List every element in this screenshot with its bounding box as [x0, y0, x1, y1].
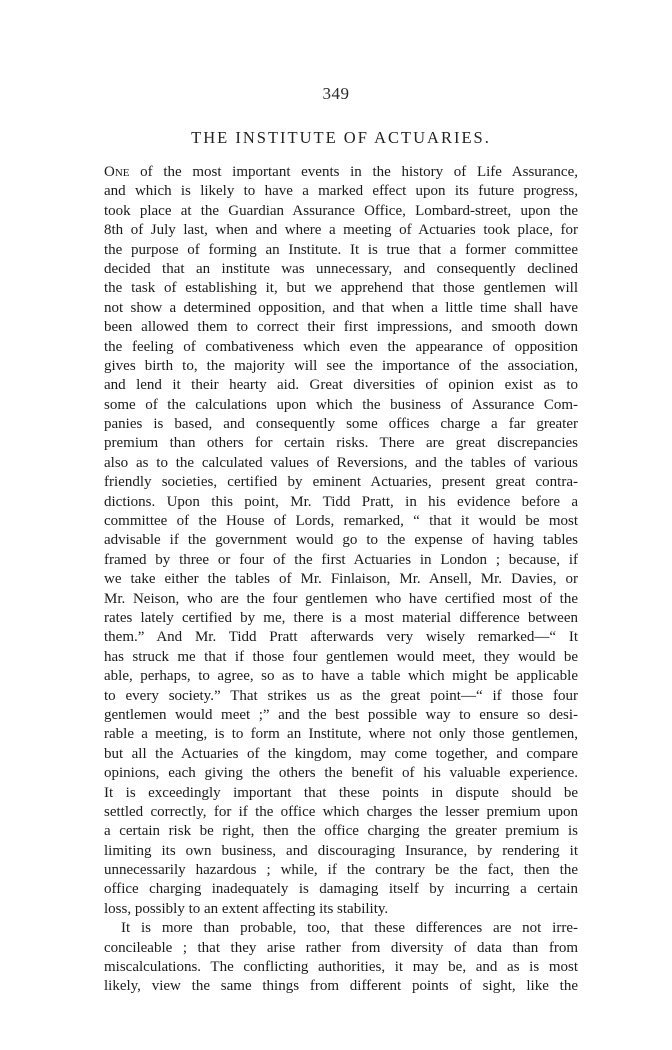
body-line: has struck me that if those four gentlemen would meet, they would be: [104, 648, 578, 665]
body-line: settled correctly, for if the office which charges the lesser premium upon: [104, 803, 578, 820]
body-line: been allowed them to correct their first impressions, and smooth down: [104, 319, 578, 336]
body-line: One of the most important events in the history of Life Assurance,: [104, 164, 578, 180]
body-line: also as to the calculated values of Reversions, and the tables of various: [104, 454, 578, 471]
body-line: limiting its own business, and discouraging Insurance, by rendering it: [104, 842, 578, 859]
body-line: likely, view the same things from different points of sight, like the: [104, 978, 578, 995]
body-line: but all the Actuaries of the kingdom, may come together, and compare: [104, 745, 578, 762]
drop-word: One: [104, 164, 130, 180]
body-line: loss, possibly to an extent affecting its stability.: [104, 900, 389, 917]
body-line: rable a meeting, is to form an Institute, where not only those gentlemen,: [104, 726, 578, 743]
body-line: 8th of July last, when and where a meeting of Actuaries took place, for: [104, 222, 578, 239]
body-line: unnecessarily hazardous ; while, if the contrary be the fact, then the: [104, 862, 578, 879]
body-line: miscalculations. The conflicting authorities, it may be, and as is most: [104, 959, 578, 976]
body-line: It is more than probable, too, that these differences are not irre-: [121, 920, 578, 937]
body-line: and lend it their hearty aid. Great diversities of opinion exist as to: [104, 377, 578, 394]
page-number: 349: [322, 84, 350, 103]
body-line: opinions, each giving the others the benefit of his valuable experience.: [104, 765, 578, 782]
article-title: THE INSTITUTE OF ACTUARIES.: [191, 128, 491, 147]
body-line: decided that an institute was unnecessary, and consequently declined: [104, 260, 578, 277]
body-line: the task of establishing it, but we apprehend that those gentlemen will: [104, 280, 578, 297]
body-line: gives birth to, the majority will see the importance of the association,: [104, 357, 578, 374]
body-line: Mr. Neison, who are the four gentlemen who have certified most of the: [104, 590, 578, 607]
body-line: we take either the tables of Mr. Finlaison, Mr. Ansell, Mr. Davies, or: [104, 571, 578, 588]
body-line: the purpose of forming an Institute. It is true that a former committee: [104, 241, 578, 258]
body-line: framed by three or four of the first Actuaries in London ; because, if: [104, 551, 578, 568]
body-line: to every society.” That strikes us as the great point—“ if those four: [104, 687, 578, 704]
body-line: took place at the Guardian Assurance Office, Lombard-street, upon the: [104, 202, 578, 219]
body-line: office charging inadequately is damaging itself by incurring a certain: [104, 881, 578, 898]
body-line: some of the calculations upon which the business of Assurance Com-: [104, 396, 578, 413]
body-line: It is exceedingly important that these points in dispute should be: [104, 784, 578, 801]
body-line: able, perhaps, to agree, so as to have a table which might be applicable: [104, 668, 578, 685]
body-line: them.” And Mr. Tidd Pratt afterwards very wisely remarked—“ It: [104, 629, 578, 646]
body-line: friendly societies, certified by eminent Actuaries, present great contra-: [104, 474, 578, 491]
body-line: advisable if the government would go to the expense of having tables: [104, 532, 578, 549]
body-line: gentlemen would meet ;” and the best possible way to ensure so desi-: [104, 706, 578, 723]
body-line: the feeling of combativeness which even the appearance of opposition: [104, 338, 578, 355]
body-line: a certain risk be right, then the office charging the greater premium is: [104, 823, 578, 840]
body-line: concileable ; that they arise rather from diversity of data than from: [104, 939, 578, 956]
body-line: committee of the House of Lords, remarked, “ that it would be most: [104, 513, 578, 530]
body-line: dictions. Upon this point, Mr. Tidd Pratt, in his evidence before a: [104, 493, 578, 510]
body-line: and which is likely to have a marked effect upon its future progress,: [104, 183, 578, 200]
article-body: [104, 163, 578, 997]
body-line: rates lately certified by me, there is a most material difference between: [104, 609, 578, 626]
body-line: panies is based, and consequently some offices charge a far greater: [104, 416, 578, 433]
body-line: premium than others for certain risks. There are great discrepancies: [104, 435, 578, 452]
body-line: not show a determined opposition, and that when a little time shall have: [104, 299, 578, 316]
